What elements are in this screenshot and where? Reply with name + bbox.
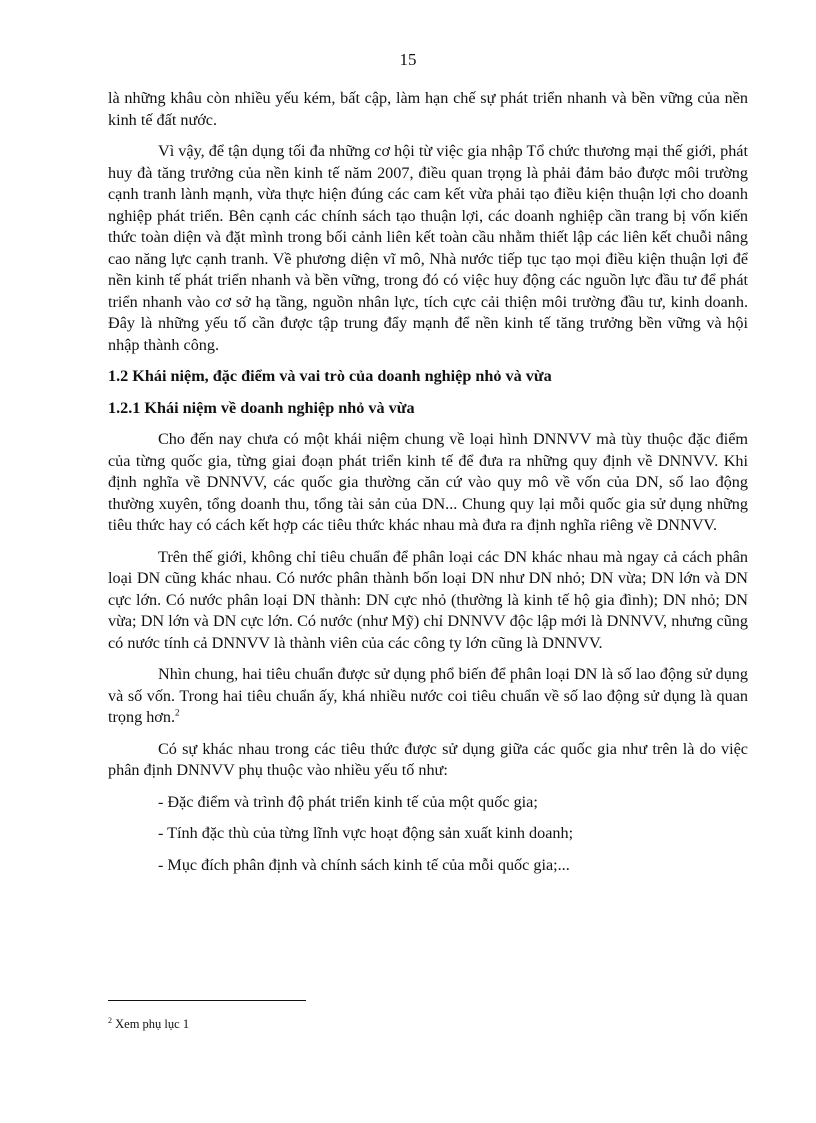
list-item: - Đặc điểm và trình độ phát triển kinh tế của một quốc gia; bbox=[158, 792, 538, 811]
list-item: - Tính đặc thù của từng lĩnh vực hoạt động sản xuất kinh doanh; bbox=[158, 824, 574, 842]
subsection-heading: 1.2.1 Khái niệm về doanh nghiệp nhỏ và vừa bbox=[108, 398, 415, 417]
footnote bbox=[108, 1017, 189, 1032]
footnote-reference[interactable]: 2 bbox=[175, 707, 180, 718]
paragraph-criteria-text: Nhìn chung, hai tiêu chuẩn được sử dụng phổ biến để phân loại DN là số lao động sử dụng và số vốn. Trong hai tiêu chuẩn ấy, khá nhiều nước coi tiêu chuẩn về số lao động sử dụng là quan trọng hơn. bbox=[108, 665, 748, 726]
paragraph-continuation: là những khâu còn nhiều yếu kém, bất cập, làm hạn chế sự phát triển nhanh và bền vững của nền kinh tế đất nước. bbox=[108, 89, 748, 129]
paragraph-concept: Cho đến nay chưa có một khái niệm chung về loại hình DNNVV mà tùy thuộc đặc điểm của từng quốc gia, từng giai đoạn phát triển kinh tế để đưa ra những quy định về DNNVV. Khi định nghĩa về DNNVV, các quốc gia thường căn cứ vào quy mô về vốn của DN, số lao động thường xuyên, tổng doanh thu, tổng tài sản của DN... Chung quy lại mỗi quốc gia sử dụng những tiêu thức hay có cách kết hợp các tiêu thức khác nhau mà đưa ra định nghĩa riêng về DNNVV. bbox=[108, 430, 748, 534]
body-text bbox=[108, 88, 748, 886]
footnote-text: Xem phụ lục 1 bbox=[115, 1017, 190, 1031]
footnote-divider bbox=[108, 1000, 306, 1001]
paragraph-classification: Trên thế giới, không chỉ tiêu chuẩn để phân loại các DN khác nhau mà ngay cả cách phân loại DN cũng khác nhau. Có nước phân thành bốn loại DN như DN nhỏ; DN vừa; DN lớn và DN cực lớn. Có nước phân loại DN thành: DN cực nhỏ (thường là kinh tế hộ gia đình); DN nhỏ; DN vừa; DN lớn và DN cực lớn. Có nước (như Mỹ) chỉ DNNVV độc lập mới là DNNVV, nhưng cũng có nước tính cả DNNVV là thành viên của các công ty lớn cũng là DNNVV. bbox=[108, 547, 748, 652]
list-item: - Mục đích phân định và chính sách kinh tế của mỗi quốc gia;... bbox=[158, 855, 570, 874]
paragraph-criteria bbox=[108, 664, 748, 729]
paragraph-wto: Vì vậy, để tận dụng tối đa những cơ hội từ việc gia nhập Tổ chức thương mại thế giới, phát huy đà tăng trưởng của nền kinh tế năm 2007, điều quan trọng là phải đảm bảo được môi trường cạnh tranh lành mạnh, vừa thực hiện đúng các cam kết vừa phải tạo điều kiện thuận lợi cho doanh nghiệp phát triển. Bên cạnh các chính sách tạo thuận lợi, các doanh nghiệp cần trang bị vốn kiến thức toàn diện và đặt mình trong bối cảnh liên kết toàn cầu nhằm thiết lập các liên kết chuỗi nâng cao năng lực cạnh tranh. Về phương diện vĩ mô, Nhà nước tiếp tục tạo mọi điều kiện thuận lợi để nền kinh tế phát triển nhanh và bền vững, trong đó có việc huy động các nguồn lực đầu tư để phát triển nhanh vào cơ sở hạ tầng, nguồn nhân lực, tích cực cải thiện môi trường đầu tư, kinh doanh. Đây là những yếu tố cần được tập trung đẩy mạnh để nền kinh tế tăng trưởng bền vững và hội nhập thành công. bbox=[108, 142, 748, 354]
section-heading: 1.2 Khái niệm, đặc điểm và vai trò của doanh nghiệp nhỏ và vừa bbox=[108, 367, 552, 385]
page-number: 15 bbox=[399, 50, 417, 69]
footnote-number: 2 bbox=[108, 1015, 112, 1025]
paragraph-factors: Có sự khác nhau trong các tiêu thức được sử dụng giữa các quốc gia như trên là do việc phân định DNNVV phụ thuộc vào nhiều yếu tố như: bbox=[108, 739, 748, 779]
